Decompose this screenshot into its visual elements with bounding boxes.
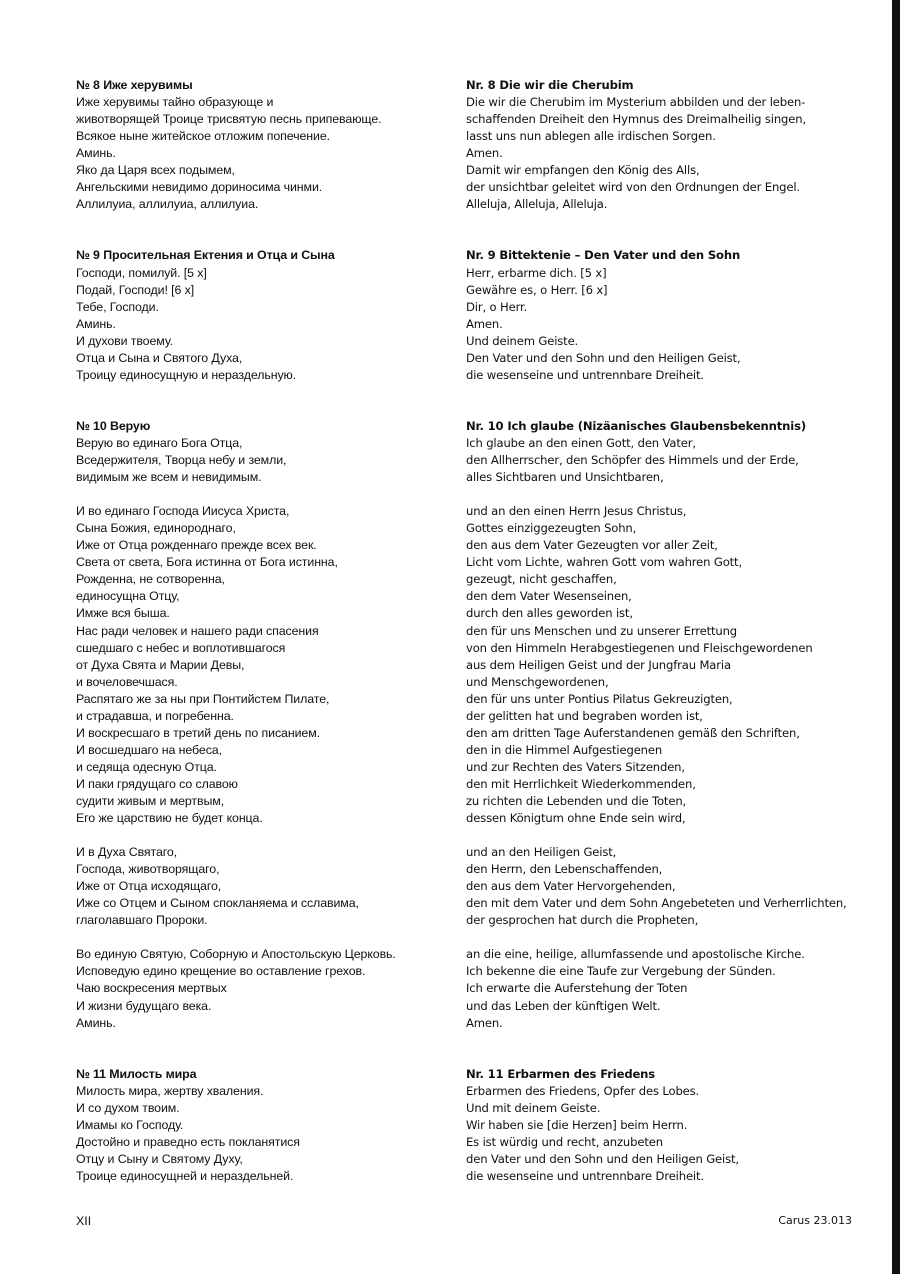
text-line: Иже от Отца исходящаго, bbox=[76, 879, 222, 894]
text-line: gezeugt, nicht geschaffen, bbox=[466, 572, 617, 587]
section-title: № 10 Верую bbox=[76, 418, 151, 433]
text-line: Alleluja, Alleluja, Alleluja. bbox=[466, 197, 608, 212]
text-line: der unsichtbar geleitet wird von den Ordnungen der Engel. bbox=[466, 180, 800, 195]
text-line: Верую во единаго Бога Отца, bbox=[76, 435, 243, 450]
text-line: von den Himmeln Herabgestiegenen und Fleischgewordenen bbox=[466, 640, 813, 655]
text-line: Распятаго же за ны при Понтийстем Пилате, bbox=[76, 691, 330, 706]
text-line: И в Духа Святаго, bbox=[76, 845, 178, 860]
text-line: И воскресшаго в третий день по писанием. bbox=[76, 725, 320, 740]
text-line: Gewähre es, o Herr. [6 x] bbox=[466, 282, 608, 297]
text-line: Ich erwarte die Auferstehung der Toten bbox=[466, 981, 688, 996]
text-line: Ich glaube an den einen Gott, den Vater, bbox=[466, 435, 696, 450]
text-line: Dir, o Herr. bbox=[466, 299, 528, 314]
text-line: И во единаго Господа Иисуса Христа, bbox=[76, 504, 290, 519]
hymn-section bbox=[76, 247, 476, 383]
text-line: Имамы ко Господу. bbox=[76, 1117, 184, 1132]
text-line: Троицу единосущную и нераздельную. bbox=[76, 367, 297, 382]
text-line: aus dem Heiligen Geist und der Jungfrau Maria bbox=[466, 657, 731, 672]
text-line: Господа, животворящаго, bbox=[76, 862, 220, 877]
page-edge-border bbox=[892, 0, 900, 1274]
stanza bbox=[76, 435, 476, 486]
text-line: den dem Vater Wesenseinen, bbox=[466, 589, 632, 604]
text-line: den in die Himmel Aufgestiegenen bbox=[466, 742, 663, 757]
text-line: Amen. bbox=[466, 316, 503, 331]
section-title: Nr. 10 Ich glaube (Nizäanisches Glaubensbekenntnis) bbox=[466, 418, 806, 433]
page-number: XII bbox=[76, 1214, 92, 1228]
text-line: zu richten die Lebenden und die Toten, bbox=[466, 793, 687, 808]
stanza bbox=[76, 946, 476, 1031]
text-line: Троице единосущней и нераздельней. bbox=[76, 1169, 294, 1183]
text-line: Und mit deinem Geiste. bbox=[466, 1100, 601, 1115]
text-line: Яко да Царя всех подымем, bbox=[76, 163, 235, 178]
german-translation-column bbox=[466, 77, 866, 1219]
stanza bbox=[466, 503, 866, 827]
text-line: Вседержителя, Творца небу и земли, bbox=[76, 453, 287, 468]
text-line: den aus dem Vater Gezeugten vor aller Zeit, bbox=[466, 538, 718, 553]
stanza bbox=[466, 435, 866, 486]
text-line: den Vater und den Sohn und den Heiligen Geist, bbox=[466, 1151, 739, 1166]
text-line: lasst uns nun ablegen alle irdischen Sorgen. bbox=[466, 129, 716, 144]
text-line: Господи, помилуй. [5 x] bbox=[76, 265, 207, 280]
section-title: № 9 Просительная Ектения и Отца и Сына bbox=[76, 248, 335, 263]
text-line: видимым же всем и невидимым. bbox=[76, 470, 262, 485]
text-line: und zur Rechten des Vaters Sitzenden, bbox=[466, 759, 685, 774]
text-line: Amen. bbox=[466, 146, 503, 161]
stanza bbox=[466, 265, 866, 384]
hymn-section bbox=[466, 77, 866, 213]
text-line: Wir haben sie [die Herzen] beim Herrn. bbox=[466, 1117, 688, 1132]
text-line: an die eine, heilige, allumfassende und apostolische Kirche. bbox=[466, 947, 805, 962]
text-line: Ангельскими невидимо дориносима чинми. bbox=[76, 180, 323, 195]
text-line: Милость мира, жертву хваления. bbox=[76, 1083, 264, 1098]
text-line: Чаю воскресения мертвых bbox=[76, 981, 227, 996]
text-line: und Menschgewordenen, bbox=[466, 674, 609, 689]
text-line: der gesprochen hat durch die Propheten, bbox=[466, 913, 699, 928]
text-line: Исповедую едино крещение во оставление грехов. bbox=[76, 964, 366, 979]
section-title: № 11 Милость мира bbox=[76, 1066, 197, 1081]
hymn-section bbox=[466, 1066, 866, 1185]
stanza bbox=[76, 265, 476, 384]
text-line: Тебе, Господи. bbox=[76, 299, 159, 314]
text-line: den mit dem Vater und dem Sohn Angebeteten und Verherrlichten, bbox=[466, 896, 847, 911]
text-line: и седяща одесную Отца. bbox=[76, 759, 217, 774]
text-line: и вочеловечшася. bbox=[76, 674, 178, 689]
section-title: Nr. 11 Erbarmen des Friedens bbox=[466, 1066, 656, 1081]
text-line: den am dritten Tage Auferstandenen gemäß den Schriften, bbox=[466, 725, 800, 740]
text-line: den Allherrscher, den Schöpfer des Himmels und der Erde, bbox=[466, 453, 799, 468]
text-line: Отца и Сына и Святого Духа, bbox=[76, 350, 243, 365]
section-title: № 8 Иже херувимы bbox=[76, 78, 193, 92]
text-line: Света от света, Бога истинна от Бога истинна, bbox=[76, 555, 338, 570]
text-line: durch den alles geworden ist, bbox=[466, 606, 633, 621]
text-line: Аллилуиа, аллилуиа, аллилуиа. bbox=[76, 197, 259, 212]
text-line: Erbarmen des Friedens, Opfer des Lobes. bbox=[466, 1083, 700, 1098]
text-line: Herr, erbarme dich. [5 x] bbox=[466, 265, 607, 280]
text-line: Аминь. bbox=[76, 146, 116, 161]
text-line: und an den einen Herrn Jesus Christus, bbox=[466, 504, 687, 519]
text-line: den für uns unter Pontius Pilatus Gekreuzigten, bbox=[466, 691, 733, 706]
text-line: животворящей Троице трисвятую песнь припевающе. bbox=[76, 112, 382, 127]
hymn-section bbox=[76, 1066, 476, 1185]
text-line: Имже вся быша. bbox=[76, 606, 170, 621]
text-line: dessen Königtum ohne Ende sein wird, bbox=[466, 811, 686, 826]
text-line: die wesenseine und untrennbare Dreiheit. bbox=[466, 1169, 704, 1183]
text-line: Иже херувимы тайно образующе и bbox=[76, 95, 274, 110]
text-line: И жизни будущаго века. bbox=[76, 998, 212, 1013]
text-line: сшедшаго с небес и воплотившагося bbox=[76, 640, 286, 655]
text-line: den Herrn, den Lebenschaffenden, bbox=[466, 862, 663, 877]
text-line: Den Vater und den Sohn und den Heiligen Geist, bbox=[466, 350, 741, 365]
text-line: den aus dem Vater Hervorgehenden, bbox=[466, 879, 676, 894]
text-line: den für uns Menschen und zu unserer Errettung bbox=[466, 623, 737, 638]
text-line: Es ist würdig und recht, anzubeten bbox=[466, 1134, 663, 1149]
text-line: единосущна Отцу, bbox=[76, 589, 180, 604]
text-line: Всякое ныне житейское отложим попечение. bbox=[76, 129, 330, 144]
hymn-section bbox=[466, 418, 866, 1032]
text-line: И паки грядущаго со славою bbox=[76, 776, 238, 791]
text-line: и страдавша, и погребенна. bbox=[76, 708, 234, 723]
stanza bbox=[466, 94, 866, 213]
text-line: die wesenseine und untrennbare Dreiheit. bbox=[466, 367, 704, 382]
text-line: И духови твоему. bbox=[76, 333, 174, 348]
text-line: Сына Божия, единороднаго, bbox=[76, 521, 236, 536]
text-line: И со духом твоим. bbox=[76, 1100, 180, 1115]
text-line: Аминь. bbox=[76, 1015, 116, 1030]
stanza bbox=[76, 844, 476, 929]
text-line: Gottes einziggezeugten Sohn, bbox=[466, 521, 637, 536]
text-line: Рожденна, не сотворенна, bbox=[76, 572, 225, 587]
text-line: Amen. bbox=[466, 1015, 503, 1030]
hymn-section bbox=[76, 418, 476, 1032]
text-line: der gelitten hat und begraben worden ist, bbox=[466, 708, 703, 723]
text-line: und das Leben der künftigen Welt. bbox=[466, 998, 661, 1013]
text-line: Отцу и Сыну и Святому Духу, bbox=[76, 1151, 243, 1166]
text-line: судити живым и мертвым, bbox=[76, 793, 225, 808]
stanza bbox=[466, 946, 866, 1031]
hymn-section bbox=[76, 77, 476, 213]
text-line: alles Sichtbaren und Unsichtbaren, bbox=[466, 470, 664, 485]
stanza bbox=[466, 1083, 866, 1185]
text-line: И восшедшаго на небеса, bbox=[76, 742, 222, 757]
text-line: und an den Heiligen Geist, bbox=[466, 845, 617, 860]
stanza bbox=[76, 503, 476, 827]
text-line: Нас ради человек и нашего ради спасения bbox=[76, 623, 319, 638]
hymn-section bbox=[466, 247, 866, 383]
stanza bbox=[76, 94, 476, 213]
text-line: от Духа Свята и Марии Девы, bbox=[76, 657, 245, 672]
text-line: Иже от Отца рожденнаго прежде всех век. bbox=[76, 538, 317, 553]
stanza bbox=[76, 1083, 476, 1185]
text-line: Аминь. bbox=[76, 316, 116, 331]
text-line: Иже со Отцем и Сыном спокланяема и сславима, bbox=[76, 896, 359, 911]
catalog-number: Carus 23.013 bbox=[778, 1214, 852, 1227]
text-line: глаголавшаго Пророки. bbox=[76, 913, 208, 928]
text-line: Во единую Святую, Соборную и Апостольскую Церковь. bbox=[76, 947, 396, 962]
section-title: Nr. 9 Bittektenie – Den Vater und den Sohn bbox=[466, 248, 741, 263]
text-line: Die wir die Cherubim im Mysterium abbilden und der leben- bbox=[466, 95, 806, 110]
russian-text-column bbox=[76, 77, 476, 1219]
text-line: Licht vom Lichte, wahren Gott vom wahren Gott, bbox=[466, 555, 742, 570]
text-line: Und deinem Geiste. bbox=[466, 333, 579, 348]
text-line: Damit wir empfangen den König des Alls, bbox=[466, 163, 700, 178]
text-line: den mit Herrlichkeit Wiederkommenden, bbox=[466, 776, 696, 791]
text-line: Подай, Господи! [6 x] bbox=[76, 282, 195, 297]
text-line: Достойно и праведно есть покланятися bbox=[76, 1134, 300, 1149]
section-title: Nr. 8 Die wir die Cherubim bbox=[466, 78, 634, 92]
text-line: schaffenden Dreiheit den Hymnus des Dreimalheilig singen, bbox=[466, 112, 806, 127]
text-line: Ich bekenne die eine Taufe zur Vergebung der Sünden. bbox=[466, 964, 776, 979]
stanza bbox=[466, 844, 866, 929]
text-line: Его же царствию не будет конца. bbox=[76, 811, 263, 826]
